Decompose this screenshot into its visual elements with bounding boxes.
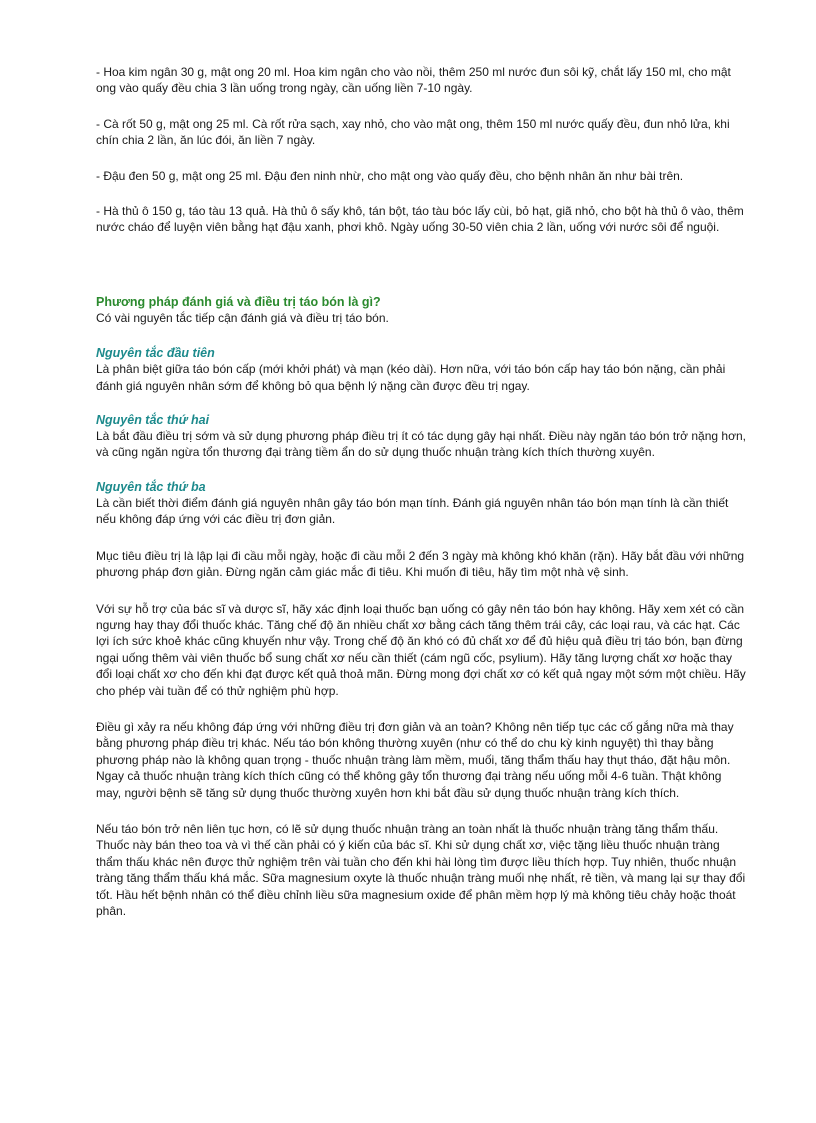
- document-page: [96, 64, 746, 919]
- principle-3-text: Là cần biết thời điểm đánh giá nguyên nhân gây táo bón mạn tính. Đánh giá nguyên nhân táo bón mạn tính là cần thiết nếu không đáp ứng với các điều trị đơn giản.: [96, 495, 729, 527]
- principle-1-text: Là phân biệt giữa táo bón cấp (mới khởi phát) và mạn (kéo dài). Hơn nữa, với táo bón cấp hay táo bón nặng, cần phải đánh giá nguyên nhân sớm để không bỏ qua bệnh lý nặng cần được đều trị ngay.: [96, 362, 726, 393]
- paragraph-no-response: Điều gì xảy ra nếu không đáp ứng với những điều trị đơn giản và an toàn? Không nên tiếp tục các cố gắng nữa mà thay bằng phương pháp điều trị khác. Nếu táo bón không thường xuyên (như có thể do chu kỳ kinh nguyệt) thì thay bằng phương pháp nào là không quan trọng - thuốc nhuận tràng làm mềm, muối, tăng thẩm thấu hay thụt tháo, đặt hậu môn. Ngay cả thuốc nhuận tràng kích thích cũng có thể không gây tổn thương đại tràng nếu uống mỗi 4-6 tuần. Thật không may, người bệnh sẽ tăng sử dụng thuốc thường xuyên hơn khi bắt đầu sử dụng thuốc nhuận tràng kích thích.: [96, 719, 734, 800]
- section-intro: Có vài nguyên tắc tiếp cận đánh giá và điều trị táo bón.: [96, 310, 389, 325]
- paragraph-osmotic: Nếu táo bón trở nên liên tục hơn, có lẽ sử dụng thuốc nhuận tràng an toàn nhất là thuốc nhuận tràng tăng thẩm thấu. Thuốc này bán theo toa và vì thế cần phải có ý kiến của bác sĩ. Khi sử dụng chất xơ, việc tặng liều thuốc nhuận tràng thẩm thấu khác nên được thử nghiệm trên vài tuần cho đến khi hài lòng tìm được liều thích hợp. Tuy nhiên, thuốc nhuận tràng tăng thẩm thấu khá mắc. Sữa magnesium oxyte là thuốc nhuận tràng muối nhẹ nhất, rẻ tiền, và mang lại sự thay đổi tốt. Hầu hết bệnh nhân có thể điều chỉnh liều sữa magnesium oxide để phân mềm hợp lý mà không tiêu chảy hoặc thoát phân.: [96, 821, 746, 918]
- paragraph-goal: Mục tiêu điều trị là lập lại đi cầu mỗi ngày, hoặc đi cầu mỗi 2 đến 3 ngày mà không khó khăn (rặn). Hãy bắt đầu với những phương pháp đơn giản. Đừng ngăn cảm giác mắc đi tiêu. Khi muốn đi tiêu, hãy tìm một nhà vệ sinh.: [96, 548, 745, 580]
- principle-3-title: Nguyên tắc thứ ba: [96, 479, 206, 494]
- principle-2-title: Nguyên tắc thứ hai: [96, 413, 210, 428]
- remedy-item-4: - Hà thủ ô 150 g, táo tàu 13 quả. Hà thủ ô sấy khô, tán bột, táo tàu bóc lấy cùi, bỏ hạt, giã nhỏ, cho bột hà thủ ô vào, thêm nước cháo để luyện viên bằng hạt đậu xanh, phơi khô. Ngày uống 30-50 viên chia 2 lần, uống với nước sôi để nguội.: [96, 204, 744, 235]
- remedy-item-1: - Hoa kim ngân 30 g, mật ong 20 ml. Hoa kim ngân cho vào nồi, thêm 250 ml nước đun sôi kỹ, chắt lấy 150 ml, cho mật ong vào quấy đều chia 3 lần uống trong ngày, cần uống liền 7-10 ngày.: [96, 65, 731, 96]
- principle-2-text: Là bắt đầu điều trị sớm và sử dụng phương pháp điều trị ít có tác dụng gây hại nhất. Điều này ngăn táo bón trở nặng hơn, và cũng ngăn ngừa tổn thương đại tràng tiềm ẩn do sử dụng thuốc nhuận tràng kích thích thường xuyên.: [96, 429, 746, 460]
- section-heading: Phương pháp đánh giá và điều trị táo bón là gì?: [96, 294, 381, 309]
- paragraph-fiber: Với sự hỗ trợ của bác sĩ và dược sĩ, hãy xác định loại thuốc bạn uống có gây nên táo bón hay không. Hãy xem xét có cần ngưng hay thay đổi thuốc khác. Tăng chế độ ăn nhiều chất xơ bằng cách tăng thêm trái cây, các loại rau, và các hạt. Các lợi ích sức khoẻ khác cũng khuyến như vậy. Trong chế độ ăn khó có đủ chất xơ để đủ hiệu quả điều trị táo bón, bạn đừng ngại uống thêm vài viên thuốc bổ sung chất xơ nếu cần thiết (cám ngũ cốc, psylium). Hãy tăng lượng chất xơ hoặc thay đổi loại chất xơ cho đến khi đạt được kết quả thoả mãn. Đừng mong đợi chất xơ có kết quả ngay một sớm một chiều. Hãy cho phép vài tuần để có thử nghiệm phù hợp.: [96, 601, 746, 698]
- remedy-item-3: - Đậu đen 50 g, mật ong 25 ml. Đậu đen ninh nhừ, cho mật ong vào quấy đều, cho bệnh nhân ăn như bài trên.: [96, 168, 684, 183]
- principle-1-title: Nguyên tắc đầu tiên: [96, 346, 215, 361]
- remedy-item-2: - Cà rốt 50 g, mật ong 25 ml. Cà rốt rửa sạch, xay nhỏ, cho vào mật ong, thêm 150 ml nước quấy đều, đun nhỏ lửa, khi chín chia 2 lần, ăn lúc đói, ăn liền 7 ngày.: [96, 116, 730, 148]
